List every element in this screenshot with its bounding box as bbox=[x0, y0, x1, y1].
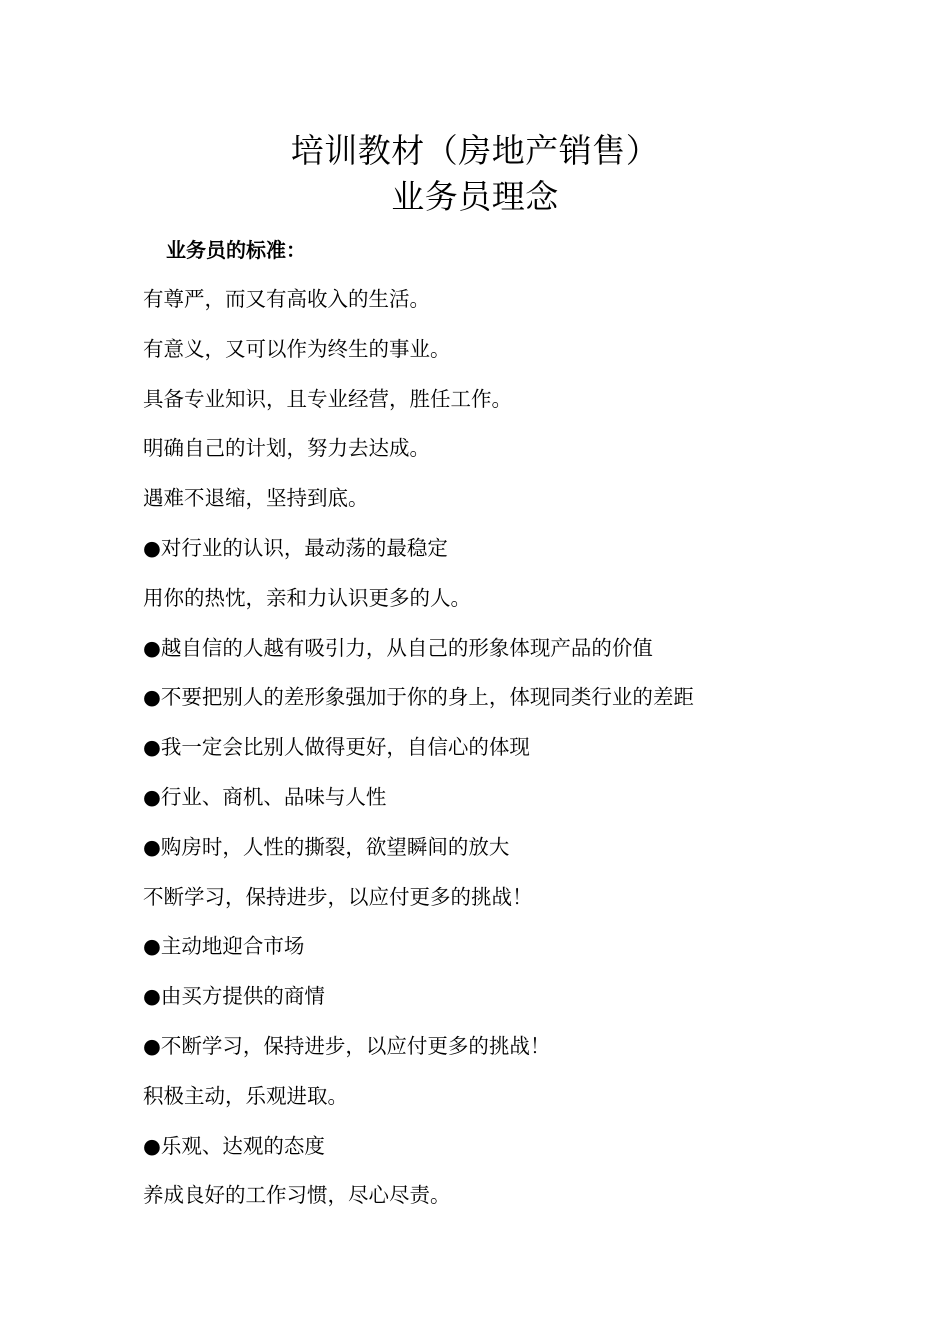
text-line: 不断学习，保持进步，以应付更多的挑战！ bbox=[143, 884, 533, 909]
bullet-line: ●我一定会比别人做得更好，自信心的体现 bbox=[143, 735, 530, 760]
text-line: 有尊严，而又有高收入的生活。 bbox=[143, 287, 430, 311]
text-line: 养成良好的工作习惯，尽心尽责。 bbox=[143, 1183, 451, 1208]
bullet-line: ●购房时，人性的撕裂，欲望瞬间的放大 bbox=[143, 834, 510, 859]
bullet-line: ●主动地迎合市场 bbox=[143, 934, 305, 959]
bullet-line: ●不断学习，保持进步，以应付更多的挑战！ bbox=[143, 1033, 551, 1058]
document-title bbox=[0, 128, 950, 220]
title-line-2: 业务员理念 bbox=[391, 177, 559, 216]
text-line: 遇难不退缩，坚持到底。 bbox=[143, 486, 369, 511]
body-text bbox=[143, 284, 694, 1230]
bullet-line: ●对行业的认识，最动荡的最稳定 bbox=[143, 535, 448, 560]
bullet-line: ●由买方提供的商情 bbox=[143, 984, 325, 1009]
text-line: 用你的热忱，亲和力认识更多的人。 bbox=[143, 585, 471, 610]
bullet-line: ●不要把别人的差形象强加于你的身上，体现同类行业的差距 bbox=[143, 685, 694, 710]
text-line: 积极主动，乐观进取。 bbox=[143, 1083, 348, 1108]
text-line: 具备专业知识，且专业经营，胜任工作。 bbox=[143, 386, 512, 411]
section-heading: 业务员的标准： bbox=[166, 238, 306, 262]
title-line-1: 培训教材（房地产销售） bbox=[290, 131, 660, 170]
text-line: 明确自己的计划，努力去达成。 bbox=[143, 436, 430, 461]
bullet-line: ●乐观、达观的态度 bbox=[143, 1133, 325, 1158]
bullet-line: ●行业、商机、品味与人性 bbox=[143, 784, 387, 809]
bullet-line: ●越自信的人越有吸引力，从自己的形象体现产品的价值 bbox=[143, 635, 653, 660]
text-line: 有意义，又可以作为终生的事业。 bbox=[143, 336, 451, 361]
